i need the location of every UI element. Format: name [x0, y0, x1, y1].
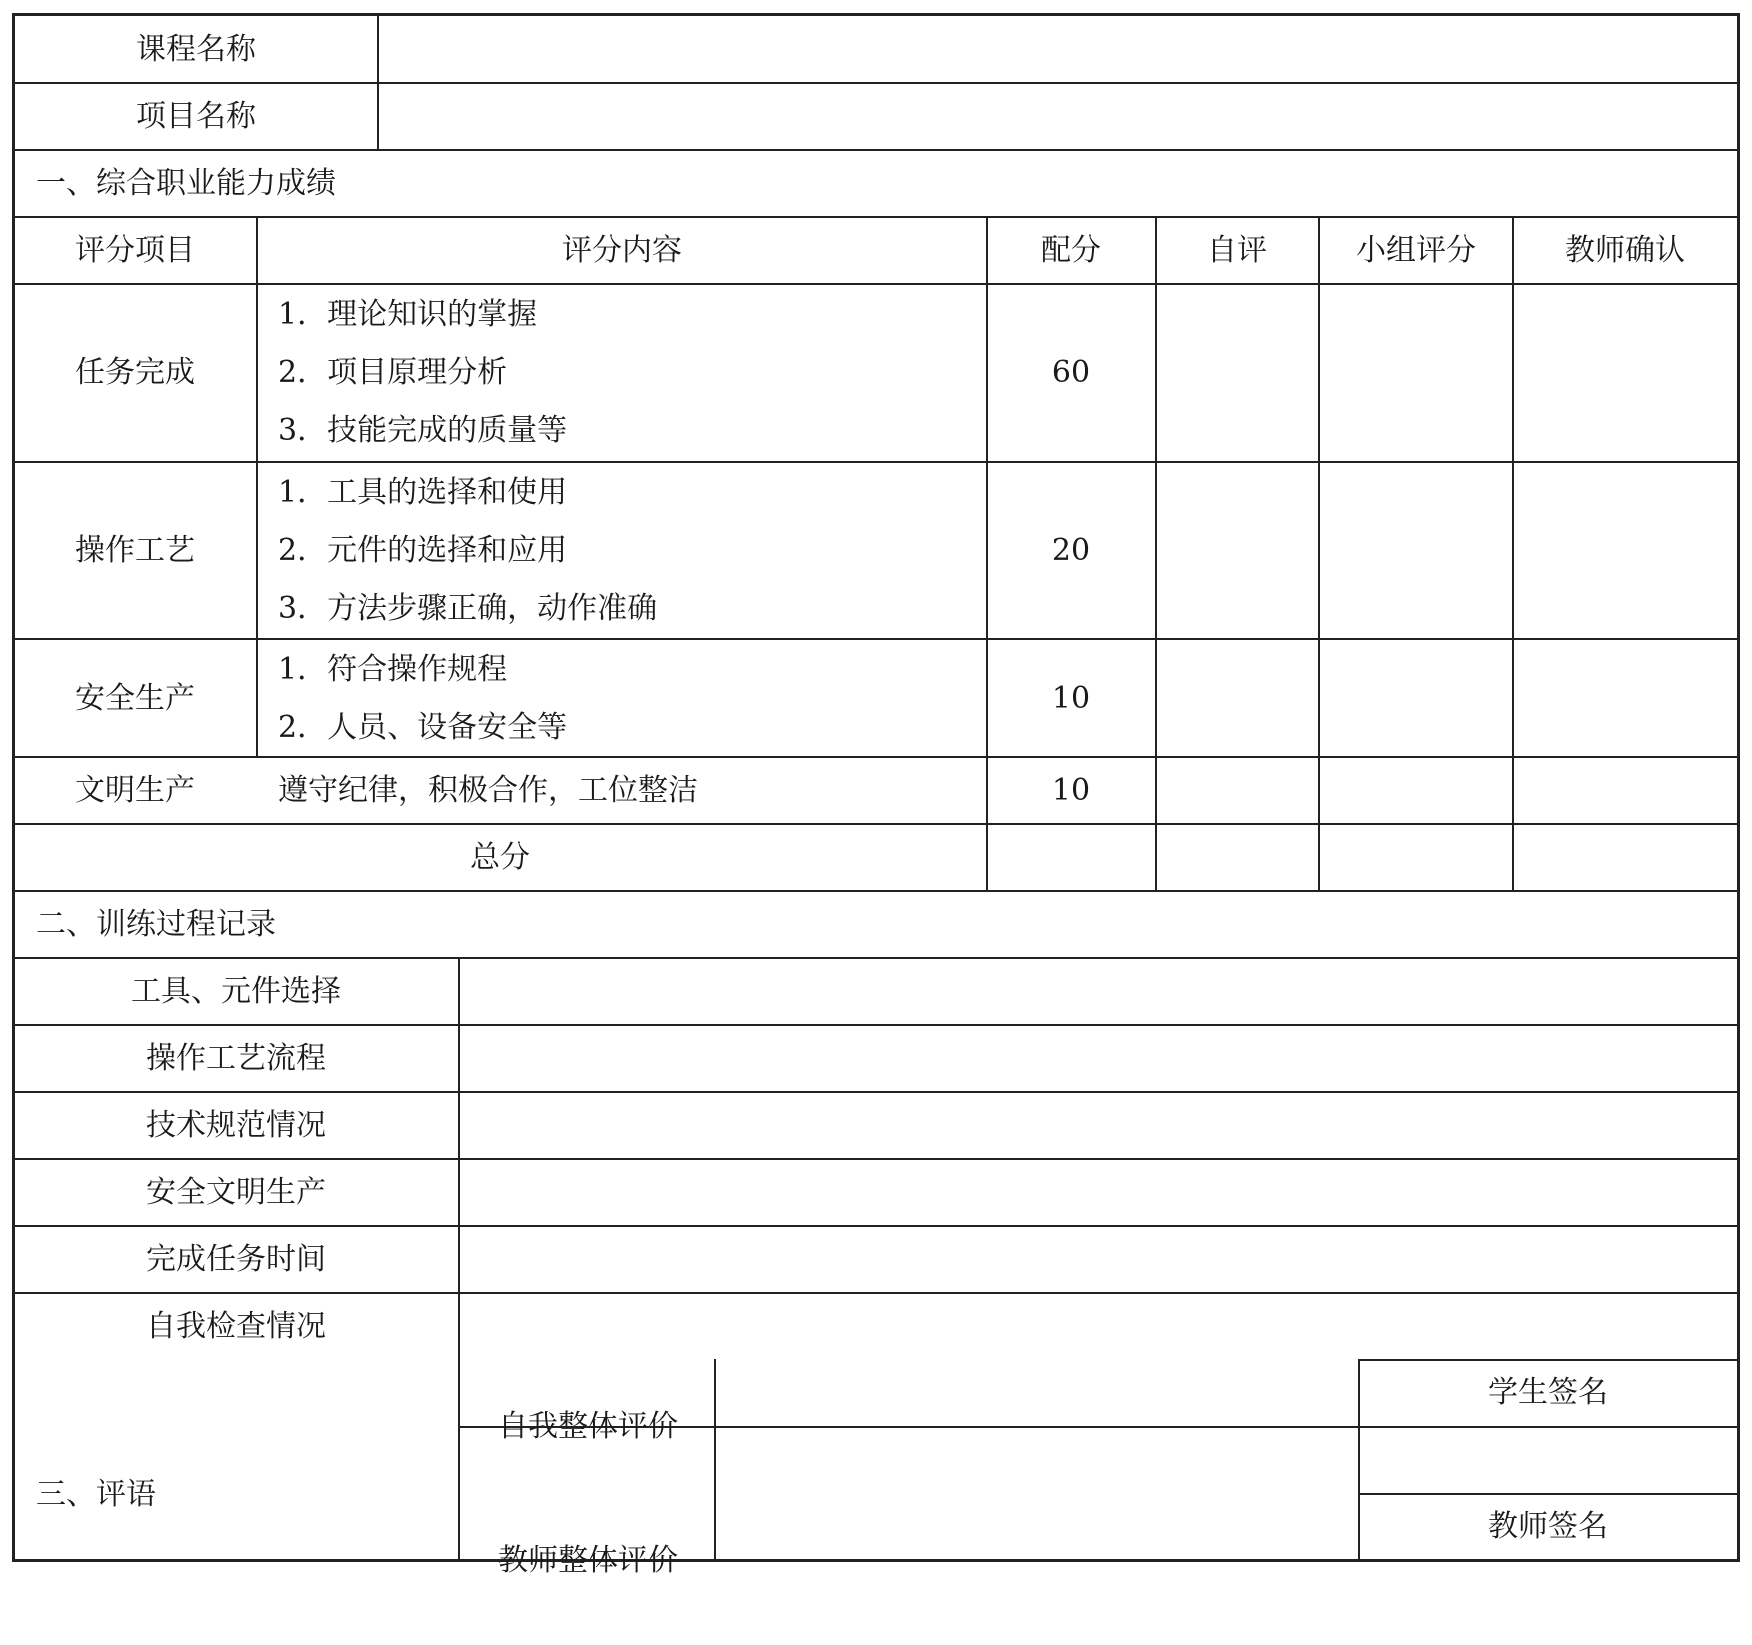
row-content-line: 1．符合操作规程 — [278, 652, 508, 687]
self-eval-field[interactable] — [717, 1361, 1358, 1493]
row-line — [12, 149, 1740, 151]
section1-title: 一、综合职业能力成绩 — [36, 166, 336, 201]
row-score: 20 — [1051, 533, 1091, 568]
teacher-sign-label: 教师签名 — [1488, 1509, 1608, 1544]
section3-title: 三、评语 — [36, 1477, 156, 1512]
col-header-group-eval: 小组评分 — [1356, 233, 1476, 268]
record-row-label: 自我检查情况 — [146, 1309, 326, 1344]
course-name-field[interactable] — [380, 16, 1736, 82]
record-field[interactable] — [461, 1227, 1736, 1292]
row-score: 10 — [1051, 681, 1091, 716]
col-line — [714, 1359, 716, 1562]
row-content-line: 2．项目原理分析 — [278, 355, 508, 390]
teacher-sign-field[interactable] — [1361, 1495, 1736, 1559]
col-line — [458, 957, 460, 1562]
row-line — [1358, 1359, 1740, 1361]
row-score: 60 — [1051, 355, 1091, 390]
total-label: 总分 — [470, 840, 530, 875]
record-row-label: 操作工艺流程 — [146, 1041, 326, 1076]
teacher-eval-field[interactable] — [717, 1495, 1358, 1559]
student-sign-label: 学生签名 — [1488, 1375, 1608, 1410]
record-row-label: 完成任务时间 — [146, 1242, 326, 1277]
col-header-item: 评分项目 — [75, 233, 195, 268]
section2-title: 二、训练过程记录 — [36, 907, 276, 942]
row-line — [12, 461, 1740, 463]
col-line — [986, 216, 988, 891]
record-field[interactable] — [461, 1026, 1736, 1091]
row-score: 10 — [1051, 773, 1091, 808]
col-header-content: 评分内容 — [562, 233, 682, 268]
row-line — [12, 638, 1740, 640]
border-right — [1737, 13, 1740, 1562]
record-field[interactable] — [461, 1093, 1736, 1158]
col-header-self-eval: 自评 — [1207, 233, 1267, 268]
record-row-label: 工具、元件选择 — [131, 974, 341, 1009]
row-item-label: 任务完成 — [75, 355, 195, 390]
row-content-line: 3．方法步骤正确，动作准确 — [278, 591, 658, 626]
row-line — [12, 756, 1740, 758]
row-item-label: 操作工艺 — [75, 533, 195, 568]
row-line — [12, 823, 1740, 825]
row-content-line: 1．工具的选择和使用 — [278, 475, 568, 510]
row-content-line: 2．人员、设备安全等 — [278, 710, 568, 745]
row-content-line: 遵守纪律，积极合作，工位整洁 — [278, 773, 698, 808]
row-line — [12, 890, 1740, 892]
col-line — [1358, 1359, 1360, 1562]
col-header-score: 配分 — [1041, 233, 1101, 268]
project-name-field[interactable] — [380, 84, 1736, 149]
self-eval-label: 自我整体评价 — [498, 1409, 678, 1444]
course-name-label: 课程名称 — [136, 32, 256, 67]
row-item-label: 安全生产 — [75, 681, 195, 716]
col-line — [1318, 216, 1320, 891]
row-line — [12, 283, 1740, 285]
border-left — [12, 13, 15, 1562]
project-name-label: 项目名称 — [136, 99, 256, 134]
record-row-label: 技术规范情况 — [146, 1108, 326, 1143]
col-line — [1512, 216, 1514, 891]
teacher-eval-label: 教师整体评价 — [498, 1543, 678, 1578]
record-field[interactable] — [461, 1160, 1736, 1225]
row-item-label: 文明生产 — [75, 773, 195, 808]
row-content-line: 3．技能完成的质量等 — [278, 413, 568, 448]
border-bottom — [12, 1559, 1740, 1562]
row-content-line: 1．理论知识的掌握 — [278, 297, 538, 332]
row-content-line: 2．元件的选择和应用 — [278, 533, 568, 568]
record-field[interactable] — [461, 959, 1736, 1024]
row-line — [12, 216, 1740, 218]
student-sign-field[interactable] — [1361, 1428, 1736, 1493]
record-row-label: 安全文明生产 — [146, 1175, 326, 1210]
col-line — [256, 216, 258, 758]
col-line — [1155, 216, 1157, 891]
col-header-teacher-confirm: 教师确认 — [1565, 233, 1685, 268]
record-field[interactable] — [461, 1294, 1736, 1359]
col-line — [377, 13, 379, 151]
